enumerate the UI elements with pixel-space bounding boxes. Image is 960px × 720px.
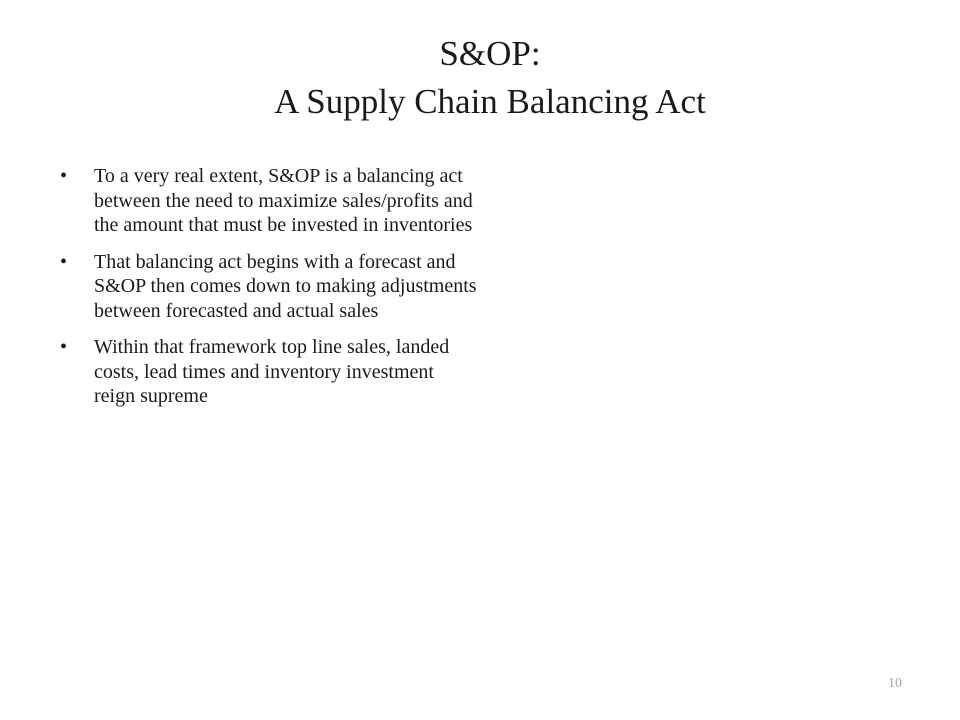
bullet-dot-icon: • xyxy=(60,336,68,358)
bullet-item xyxy=(60,250,480,324)
bullet-list xyxy=(60,164,480,421)
title-line-2: A Supply Chain Balancing Act xyxy=(274,82,706,121)
page-number: 10 xyxy=(888,676,902,691)
bullet-text: Within that framework top line sales, landed costs, lead times and inventory investment reign supreme xyxy=(94,336,450,407)
bullet-item xyxy=(60,335,480,409)
bullet-item xyxy=(60,164,480,238)
bullet-dot-icon: • xyxy=(60,250,68,273)
title-line-1: S&OP: xyxy=(439,34,541,73)
bullet-text: To a very real extent, S&OP is a balancing act between the need to maximize sales/profits and the amount that must be invested in inventories xyxy=(94,165,473,236)
bullet-text: That balancing act begins with a forecast and S&OP then comes down to making adjustments between forecasted and actual sales xyxy=(94,250,477,322)
bullet-dot-icon: • xyxy=(60,165,68,187)
slide-title xyxy=(0,30,960,126)
